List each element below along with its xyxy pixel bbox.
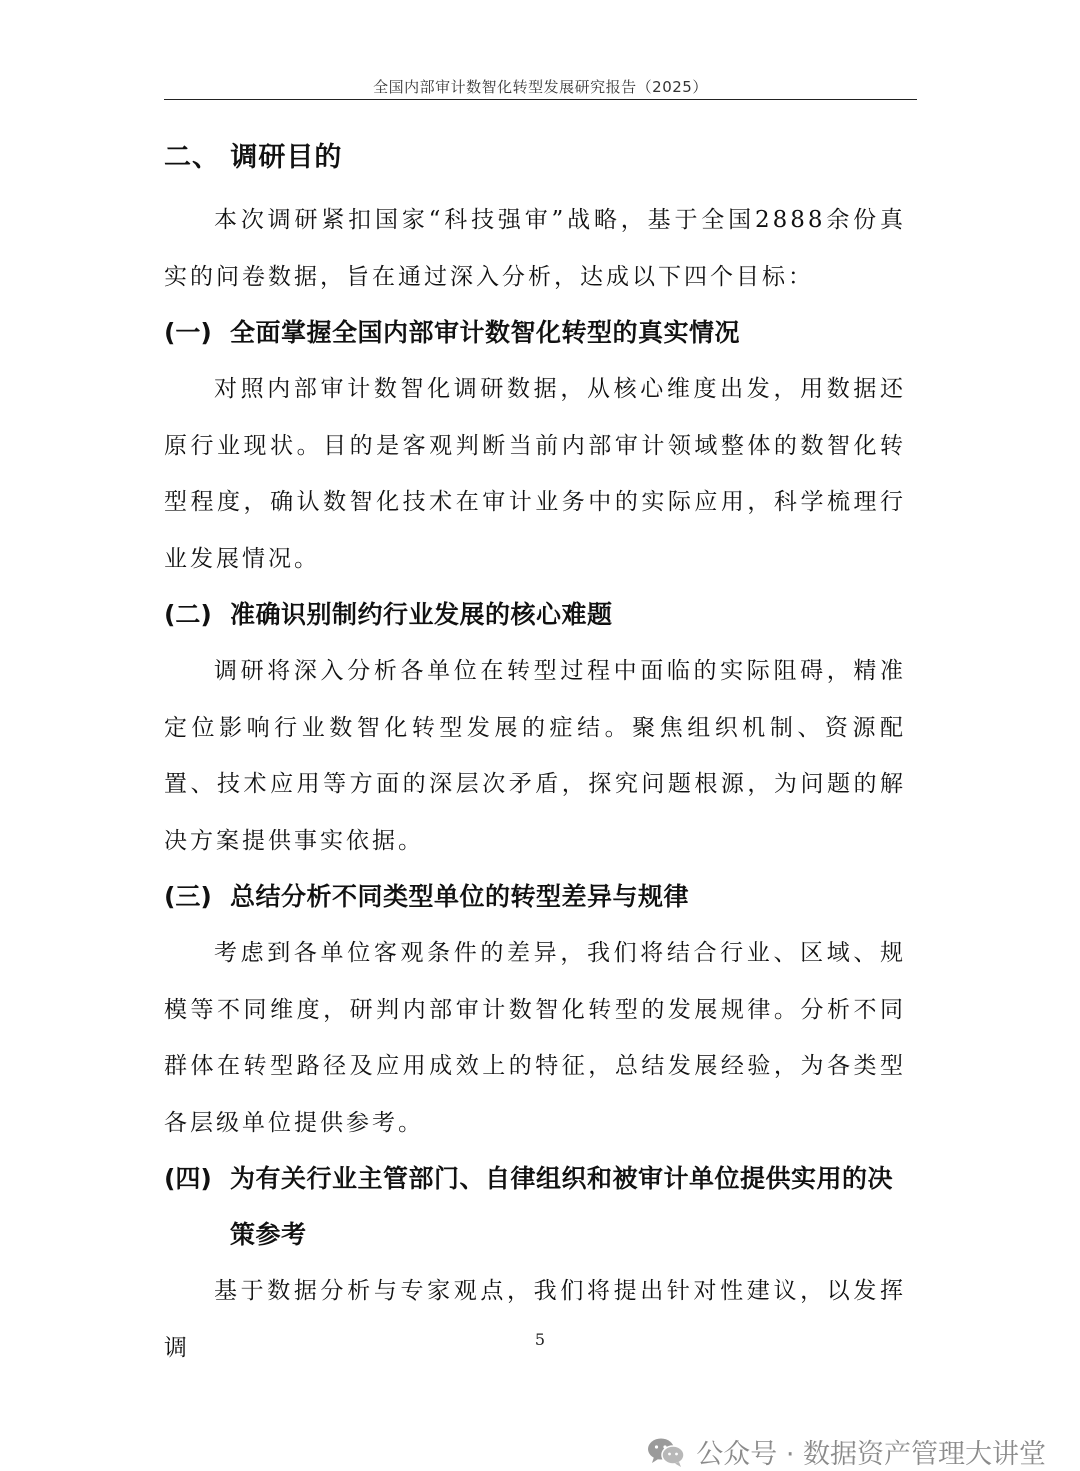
intro-paragraph: 本次调研紧扣国家“科技强审”战略，基于全国2888余份真实的问卷数据，旨在通过深入分析，达成以下四个目标：	[164, 207, 906, 290]
wechat-icon	[646, 1436, 686, 1468]
goal-1-heading	[164, 305, 906, 361]
goal-4-title: 为有关行业主管部门、自律组织和被审计单位提供实用的决策参考	[230, 1164, 894, 1249]
goal-3-title: 总结分析不同类型单位的转型差异与规律	[230, 882, 690, 911]
goal-4-body: 基于数据分析与专家观点，我们将提出针对性建议，以发挥调	[164, 1278, 906, 1361]
goal-1-number: (一)	[164, 318, 212, 347]
goal-2-title: 准确识别制约行业发展的核心难题	[230, 600, 613, 629]
goal-2-number: (二)	[164, 600, 212, 629]
section-heading: 二、 调研目的	[164, 142, 343, 173]
goal-3-heading	[164, 869, 906, 925]
goal-3-number: (三)	[164, 882, 212, 911]
page-number: 5	[534, 1330, 546, 1349]
goal-4-number: (四)	[164, 1164, 212, 1193]
watermark-text: 公众号 · 数据资产管理大讲堂	[696, 1439, 1046, 1470]
goal-4-heading	[164, 1151, 906, 1263]
goal-1-body: 对照内部审计数智化调研数据，从核心维度出发，用数据还原行业现状。目的是客观判断当前内部审计领域整体的数智化转型程度，确认数智化技术在审计业务中的实际应用，科学梳理行业发展情况。	[164, 376, 906, 572]
running-header: 全国内部审计数智化转型发展研究报告（2025）	[373, 78, 708, 96]
wechat-watermark	[646, 1432, 1046, 1471]
goal-1-title: 全面掌握全国内部审计数智化转型的真实情况	[230, 318, 741, 347]
goal-2-heading	[164, 587, 906, 643]
goal-3-body: 考虑到各单位客观条件的差异，我们将结合行业、区域、规模等不同维度，研判内部审计数智化转型的发展规律。分析不同群体在转型路径及应用成效上的特征，总结发展经验，为各类型各层级单位提供参考。	[164, 940, 906, 1136]
goal-2-body: 调研将深入分析各单位在转型过程中面临的实际阻碍，精准定位影响行业数智化转型发展的症结。聚焦组织机制、资源配置、技术应用等方面的深层次矛盾，探究问题根源，为问题的解决方案提供事实依据。	[164, 658, 906, 854]
header-rule	[164, 99, 917, 100]
document-body	[164, 136, 906, 1376]
